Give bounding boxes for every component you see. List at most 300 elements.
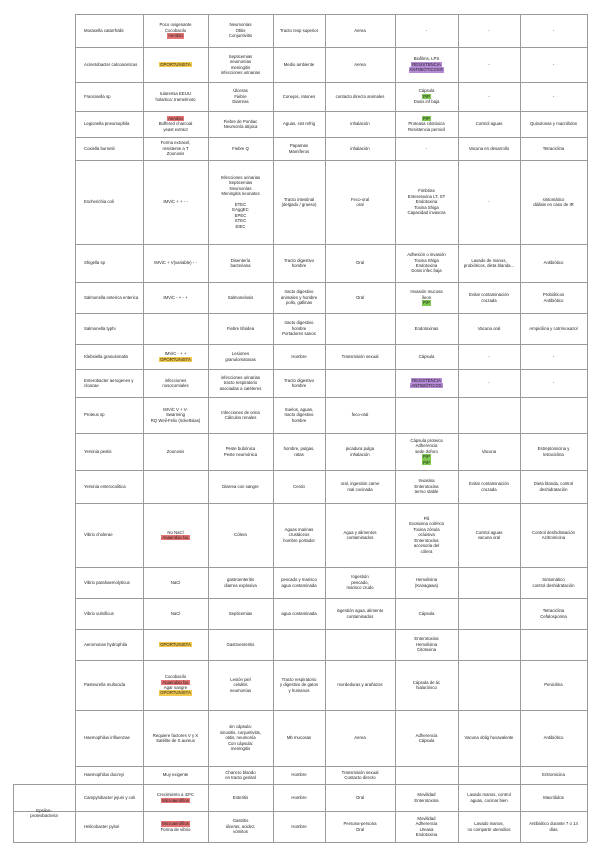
route-text: Transmisión sexual xyxy=(341,353,379,359)
disease-text: gastroenteritis xyxy=(227,577,254,583)
species-name: Salmonella enterica enterica xyxy=(84,294,139,300)
cell-disease xyxy=(208,397,273,433)
cell-treatment xyxy=(520,14,587,47)
virulence-text: Cápsula xyxy=(418,610,435,616)
highlight-tag: OPORTUNISTA xyxy=(160,641,191,647)
features-text: Swarming xyxy=(165,412,186,418)
route-text: contaminados xyxy=(346,613,374,619)
features-text: NaCl xyxy=(170,579,181,585)
disease-text: sinusitis, conjuntivitis, xyxy=(219,729,262,735)
cell-site xyxy=(273,47,325,82)
species-name: Aeromonas hydrophila xyxy=(84,641,127,647)
prevention-text xyxy=(488,580,489,585)
features-text: RQ Weil-Felix (rickettsias) xyxy=(150,417,201,423)
prevention-text: Evitar contaminación xyxy=(469,481,509,487)
cell-prevention xyxy=(458,784,520,811)
cell-prevention xyxy=(458,160,520,244)
virulence-text: Toxina Shiga xyxy=(414,257,439,263)
cell-route xyxy=(325,47,395,82)
cell-prevention xyxy=(458,660,520,710)
species-name: Pasteurella multocida xyxy=(84,682,126,688)
cell-virulence xyxy=(395,503,458,567)
cell-prevention xyxy=(458,629,520,660)
route-text: contaminados xyxy=(346,535,374,540)
cell-site xyxy=(273,160,325,244)
cell-name xyxy=(75,811,143,842)
cell-virulence xyxy=(395,598,458,629)
prevention-text: - xyxy=(488,199,490,205)
site-text: hombre xyxy=(291,325,307,331)
species-name: Proteus sp xyxy=(84,412,105,418)
cell-treatment xyxy=(520,710,587,766)
cell-virulence xyxy=(395,629,458,660)
species-name: Helicobacter pylori xyxy=(84,823,120,829)
virulence-text: Dosis inf baja xyxy=(413,99,440,105)
disease-text: granulomatosas xyxy=(225,356,256,362)
prevention-text: Vacuna oral xyxy=(477,325,501,331)
disease-text: Meningitis neonatos xyxy=(221,191,260,197)
cell-disease xyxy=(208,282,273,313)
cell-features xyxy=(143,282,208,313)
virulence-text: Movilidad xyxy=(417,815,436,821)
species-name: Legionella pneumophila xyxy=(84,121,130,127)
cell-site xyxy=(273,14,325,47)
treatment-text: Quinolonas y macrólidos xyxy=(529,121,578,127)
features-text: infecciones xyxy=(164,377,187,383)
cell-site xyxy=(273,82,325,111)
prevention-text: - xyxy=(488,353,490,359)
treatment-text: Tetraciclina xyxy=(542,608,565,614)
route-text: Ingestión xyxy=(351,574,369,580)
disease-text: Lesión piel xyxy=(230,676,251,682)
disease-text: asociadas a catéteres xyxy=(219,385,262,391)
cell-treatment xyxy=(520,470,587,503)
cell-route xyxy=(325,567,395,598)
prevention-text: Vacuna xyxy=(481,448,497,454)
highlight-tag: Aerobio xyxy=(168,33,183,39)
cell-features xyxy=(143,629,208,660)
cell-route xyxy=(325,137,395,160)
prevention-text: cruzada xyxy=(481,486,497,492)
disease-text: Septicemias xyxy=(228,180,253,186)
cell-name xyxy=(75,47,143,82)
prevention-text: - xyxy=(488,27,490,33)
route-text: picadura pulga xyxy=(345,446,375,452)
cell-treatment xyxy=(520,397,587,433)
virulence-text: Capacidad invasora xyxy=(407,210,446,216)
virulence-text: cólera xyxy=(420,548,433,554)
disease-text: otitis, neumonía xyxy=(225,735,256,741)
cell-route xyxy=(325,313,395,344)
route-text: feco-oral xyxy=(351,412,369,418)
disease-text: Chancro blando xyxy=(225,769,256,775)
cell-prevention xyxy=(458,282,520,313)
cell-virulence xyxy=(395,111,458,137)
route-text: inhalación xyxy=(350,121,370,127)
highlight-tag: OPORTUNISTA xyxy=(160,61,191,67)
virulence-text: hialurónico xyxy=(416,685,437,690)
virulence-text: Enterotoxina xyxy=(414,537,439,543)
cell-prevention xyxy=(458,344,520,369)
cell-virulence xyxy=(395,470,458,503)
cell-route xyxy=(325,503,395,567)
disease-text: neumonías xyxy=(229,59,252,65)
cell-site xyxy=(273,629,325,660)
cell-virulence xyxy=(395,82,458,111)
highlight-tag: Microaerófilos xyxy=(162,797,189,803)
route-text: Oral xyxy=(355,294,365,300)
cell-site xyxy=(273,710,325,766)
prevention-text: no compartir utensilios xyxy=(467,826,511,832)
cell-disease xyxy=(208,470,273,503)
prevention-text xyxy=(488,682,489,687)
disease-text: meningitis xyxy=(230,746,251,752)
site-text: Hombre xyxy=(291,823,307,829)
cell-features xyxy=(143,397,208,433)
prevention-text: Vacuna oblig hexavalente xyxy=(464,735,514,741)
cell-name xyxy=(75,567,143,598)
cell-name xyxy=(75,470,143,503)
route-text: contacto directo animales xyxy=(335,93,385,99)
virulence-text: Endotoxina xyxy=(415,263,438,268)
cell-prevention xyxy=(458,397,520,433)
virulence-text: sede doforo xyxy=(415,448,438,454)
species-name: Escherichia coli xyxy=(84,199,114,205)
species-name: Campylobacter jejuni y coli xyxy=(84,794,136,800)
disease-text: úlceras, acidez, xyxy=(225,823,256,829)
site-text: Cerdo xyxy=(293,483,305,489)
highlight-tag: OPORTUNISTA xyxy=(160,690,191,696)
cell-treatment xyxy=(520,503,587,567)
route-text: Oral xyxy=(355,826,365,832)
cell-site xyxy=(273,784,325,811)
species-name: Enterobacter aerogenes y cloacae xyxy=(84,377,134,388)
virulence-text: Citotoxina xyxy=(416,647,437,653)
highlight-tag: Anaerobio fac xyxy=(162,679,189,685)
disease-text: STEC xyxy=(234,218,247,224)
cell-treatment xyxy=(520,811,587,842)
virulence-text: termo stable xyxy=(414,489,439,495)
treatment-text: - xyxy=(552,93,555,99)
disease-text: Peste bubónica xyxy=(225,446,256,452)
site-text: y digestivo de gatos xyxy=(280,682,318,688)
features-text: tularemia EEUU xyxy=(160,91,191,97)
cell-treatment xyxy=(520,567,587,598)
cell-prevention xyxy=(458,470,520,503)
species-name: Francisella sp xyxy=(84,93,111,99)
route-text: ingestión agua, alimento xyxy=(336,608,384,614)
cell-site xyxy=(273,369,325,397)
cell-name xyxy=(75,111,143,137)
cell-treatment xyxy=(520,47,587,82)
cell-disease xyxy=(208,313,273,344)
highlight-tag: PiP xyxy=(423,454,430,460)
disease-text: infecciones urinarias xyxy=(220,69,261,75)
disease-text: Fiebre de Pontiac xyxy=(223,118,258,124)
treatment-text: Eritromicina xyxy=(542,772,565,778)
cell-prevention xyxy=(458,111,520,137)
cell-route xyxy=(325,160,395,244)
virulence-text: Resistencia pernicil xyxy=(407,126,446,132)
site-text: crustáceos xyxy=(288,532,310,538)
highlight-tag: ANTIBIÓTICOS!!! xyxy=(409,67,444,73)
prevention-text: probióticos, dieta blanda... xyxy=(463,263,515,268)
treatment-text: control deshidratación xyxy=(532,582,575,588)
prevention-text: Lavado manos, control xyxy=(467,792,511,798)
site-text: pollo, gallinas xyxy=(285,300,313,306)
cell-name xyxy=(75,433,143,470)
virulence-text: Movilidad xyxy=(417,792,436,798)
cell-name xyxy=(75,137,143,160)
prevention-text: aguas, cocinar bien xyxy=(470,797,508,803)
species-name: Haemophilus influenzae xyxy=(84,735,130,741)
cell-site xyxy=(273,766,325,784)
virulence-text: Toxina Shiga xyxy=(414,204,439,210)
cell-route xyxy=(325,629,395,660)
cell-features xyxy=(143,598,208,629)
site-text: ratas xyxy=(294,451,304,457)
cell-prevention xyxy=(458,244,520,282)
site-text: pescado y marisco xyxy=(281,577,317,583)
cell-virulence xyxy=(395,397,458,433)
route-text: inhalación xyxy=(350,451,370,457)
grid-line xyxy=(13,842,587,843)
cell-features xyxy=(143,567,208,598)
route-text: oral xyxy=(356,202,364,207)
features-text: Agar sangre xyxy=(163,685,188,690)
species-name: Vibrio parahaemolyticus xyxy=(84,579,130,585)
site-text: animales y hombre xyxy=(280,294,318,300)
cell-site xyxy=(273,282,325,313)
cell-virulence xyxy=(395,47,458,82)
features-text: nosocomiales xyxy=(162,383,189,388)
cell-treatment xyxy=(520,111,587,137)
features-text: Requiere factores V y X xyxy=(152,732,199,738)
cell-name xyxy=(75,282,143,313)
prevention-text: - xyxy=(488,61,490,67)
virulence-text: Pili xyxy=(423,516,430,522)
virulence-text: (Kanagawa) xyxy=(414,582,439,588)
cell-site xyxy=(273,598,325,629)
cell-site xyxy=(273,660,325,710)
cell-features xyxy=(143,433,208,470)
treatment-text: Probióticos xyxy=(542,292,565,298)
cell-route xyxy=(325,784,395,811)
prevention-text: Control aguas xyxy=(475,121,503,127)
cell-route xyxy=(325,369,395,397)
virulence-text: Proteasa citotóxica xyxy=(408,121,445,127)
features-text: IMViC - + - + xyxy=(163,294,188,300)
route-text: Transmisión sexual xyxy=(341,769,379,775)
cell-site xyxy=(273,470,325,503)
treatment-text xyxy=(553,412,554,417)
virulence-text xyxy=(426,412,427,417)
site-text: tracto digestivo xyxy=(284,289,314,295)
route-text: Contacto directo xyxy=(344,775,376,780)
route-text: mordeduras y arañazos xyxy=(337,682,383,688)
cell-route xyxy=(325,766,395,784)
treatment-text: Estreptomicina y xyxy=(537,446,570,452)
virulence-text: Fimbrias xyxy=(418,188,435,194)
treatment-text: Antibiótico xyxy=(543,735,564,741)
disease-text: Conjuntivitis xyxy=(228,33,253,39)
virulence-text: Cápsula xyxy=(418,353,435,359)
route-text: Aerea xyxy=(354,735,366,741)
cell-disease xyxy=(208,598,273,629)
features-text: holartica: tramelmoto xyxy=(155,96,196,102)
disease-text: Gastritis xyxy=(232,818,249,824)
cell-treatment xyxy=(520,344,587,369)
group-label: Epsilon- proteobacteria xyxy=(30,807,58,818)
cell-features xyxy=(143,160,208,244)
disease-text: tracto respiratorio xyxy=(223,380,258,386)
site-text: Hombre xyxy=(291,794,307,800)
disease-text: Diarrea con sangre xyxy=(222,483,259,489)
treatment-text: tetraciclina xyxy=(543,451,564,457)
highlight-tag: PiP xyxy=(423,93,430,99)
cell-treatment xyxy=(520,598,587,629)
virulence-text: - xyxy=(425,145,428,151)
cell-disease xyxy=(208,503,273,567)
site-text: tracto digestivo xyxy=(284,320,314,326)
virulence-text: Dosis infec baja xyxy=(411,268,442,274)
cell-prevention xyxy=(458,503,520,567)
cell-prevention xyxy=(458,47,520,82)
cell-name xyxy=(75,660,143,710)
highlight-tag: ANTIBIÓTICOS xyxy=(411,383,442,388)
features-text: resistente a T xyxy=(162,145,189,151)
treatment-text: diálisis en caso de IR xyxy=(533,202,574,207)
treatment-text: Tetraciclina xyxy=(542,145,565,151)
virulence-text: - xyxy=(425,27,428,33)
cell-disease xyxy=(208,160,273,244)
species-name: Shigella sp xyxy=(84,260,106,266)
cell-prevention xyxy=(458,766,520,784)
cell-site xyxy=(273,397,325,433)
cell-features xyxy=(143,82,208,111)
cell-prevention xyxy=(458,137,520,160)
site-text: Tracto digestivo xyxy=(283,377,315,383)
cell-features xyxy=(143,369,208,397)
disease-text: Lesiones xyxy=(231,351,250,357)
cell-site xyxy=(273,433,325,470)
cell-name xyxy=(75,710,143,766)
virulence-text: Enterotoxina LT, ST xyxy=(407,193,446,199)
cell-treatment xyxy=(520,313,587,344)
cell-route xyxy=(325,397,395,433)
prevention-text: Control aguas xyxy=(475,529,503,535)
site-text: agua contaminada xyxy=(281,582,317,588)
features-text: IMViC V + V- xyxy=(163,406,188,412)
species-name: Moraxella catarrhalis xyxy=(84,27,124,33)
virulence-text: Enterotoxina xyxy=(414,636,439,642)
route-text: mal cocinada xyxy=(347,486,373,492)
disease-text: Gastroenteritis xyxy=(226,641,255,647)
disease-text: Diarreas xyxy=(232,99,249,105)
disease-text: en tracto genital xyxy=(225,775,256,780)
site-text: Mamíferos xyxy=(288,148,310,154)
cell-site xyxy=(273,503,325,567)
cell-disease xyxy=(208,244,273,282)
cell-treatment xyxy=(520,160,587,244)
cell-virulence xyxy=(395,811,458,842)
cell-route xyxy=(325,111,395,137)
disease-text: vómitos xyxy=(233,829,248,835)
prevention-text xyxy=(488,611,489,616)
route-text: Feco-oral xyxy=(350,196,370,202)
cell-virulence xyxy=(395,160,458,244)
cell-virulence xyxy=(395,784,458,811)
cell-site xyxy=(273,811,325,842)
disease-text: EPEC xyxy=(234,212,247,218)
virulence-text: Adherencia xyxy=(415,821,438,827)
virulence-text: Endotoxinas xyxy=(414,325,439,331)
site-text: Tracto respiratorio xyxy=(281,676,317,682)
treatment-text: Antibiótico xyxy=(543,260,564,266)
virulence-text: Cápsula xyxy=(418,738,435,743)
cell-treatment xyxy=(520,766,587,784)
site-text: hombre xyxy=(291,383,307,388)
prevention-text xyxy=(488,642,489,647)
disease-text: Septicemias xyxy=(228,610,253,616)
disease-text: Fiebre xyxy=(234,93,247,99)
treatment-text: Ampicilina y cotrimoxazol xyxy=(529,325,578,331)
treatment-text xyxy=(553,642,554,647)
cell-prevention xyxy=(458,313,520,344)
cell-features xyxy=(143,244,208,282)
cell-features xyxy=(143,503,208,567)
cell-features xyxy=(143,111,208,137)
cell-route xyxy=(325,14,395,47)
features-text: Forma extracel, xyxy=(160,140,191,146)
route-text: inhalación xyxy=(350,145,370,151)
site-text: Suelos, aguas, xyxy=(284,406,314,412)
treatment-text: - xyxy=(552,61,555,67)
treatment-text: Penicilina xyxy=(544,682,563,688)
cell-disease xyxy=(208,369,273,397)
disease-text: celulitis xyxy=(233,682,248,688)
site-text: Aguas, sist refrig xyxy=(282,121,315,127)
cell-virulence xyxy=(395,660,458,710)
prevention-text: - xyxy=(488,93,490,99)
site-text: Tracto intestinal xyxy=(283,196,315,202)
disease-text: Con cápsula: xyxy=(227,740,254,746)
species-name: Klebsiella granulomatis xyxy=(84,353,129,359)
site-text: Hombre xyxy=(291,772,307,778)
highlight-tag: PiP xyxy=(423,115,430,121)
cell-route xyxy=(325,710,395,766)
disease-text: neumonías xyxy=(229,687,252,693)
virulence-text: Endotoxina xyxy=(415,831,438,837)
treatment-text: Antibiótico xyxy=(543,297,564,303)
cell-name xyxy=(75,369,143,397)
cell-site xyxy=(273,244,325,282)
cell-treatment xyxy=(520,629,587,660)
cell-prevention xyxy=(458,14,520,47)
cell-treatment xyxy=(520,244,587,282)
cell-features xyxy=(143,710,208,766)
virulence-text: Enterotoxina xyxy=(414,483,439,489)
cell-name xyxy=(75,14,143,47)
site-text: Conejos, ratones xyxy=(282,93,316,99)
cell-name xyxy=(75,160,143,244)
cell-name xyxy=(75,629,143,660)
site-text: Hombre xyxy=(291,353,307,359)
features-text: Poco oxigenante xyxy=(159,22,192,28)
virulence-text: Cápsula proteica xyxy=(410,437,443,443)
treatment-text: Control deshidratación xyxy=(532,529,575,535)
cell-prevention xyxy=(458,369,520,397)
